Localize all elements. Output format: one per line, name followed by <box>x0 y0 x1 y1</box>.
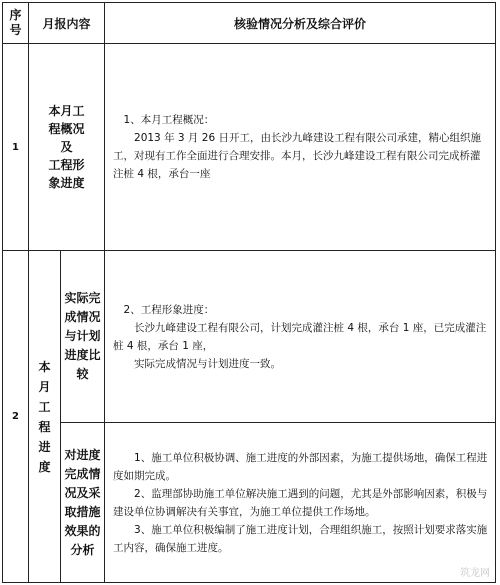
row2-sub-a-analysis <box>105 251 496 423</box>
row2-category-line: 程 <box>38 419 51 434</box>
row1-category-line: 程概况 <box>48 122 85 136</box>
table-header-row <box>3 3 496 44</box>
row2-category-line: 工 <box>38 399 51 414</box>
row2-sub-a-line: 进度比 <box>64 348 101 362</box>
row2-sub-a-paragraph2: 实际完成情况与计划进度一致。 <box>134 357 282 370</box>
row2-sub-b <box>61 423 105 583</box>
row2-sub-a-line: 与计划 <box>64 329 101 343</box>
row1-category-line: 工程形 <box>48 158 85 172</box>
row2-sub-b-line: 况及采 <box>64 485 101 500</box>
table-row <box>3 423 496 583</box>
row2-sub-a-line: 成情况 <box>64 310 101 324</box>
row2-sub-b-line: 完成情 <box>64 466 101 481</box>
row1-seq: 1 <box>3 44 29 251</box>
row2-sub-b-line: 效果的 <box>64 523 101 538</box>
header-seq-line2: 号 <box>9 23 22 37</box>
row2-sub-b-item: 1、施工单位积极协调、施工进度的外部因素，为施工提供场地，确保工程进度如期完成。 <box>113 451 488 482</box>
row1-heading: 1、本月工程概况： <box>123 114 215 126</box>
row2-seq: 2 <box>3 251 29 583</box>
row2-sub-a-line: 较 <box>76 367 89 381</box>
row1-category-line: 本月工 <box>48 104 85 118</box>
row2-category <box>29 251 61 583</box>
row2-sub-b-item: 3、施工单位积极编制了施工进度计划，合理组织施工，按照计划要求落实施工内容，确保施工进度。 <box>113 523 488 554</box>
table-row <box>3 251 496 423</box>
row1-category-line: 象进度 <box>48 176 85 190</box>
row2-sub-b-analysis <box>105 423 496 583</box>
header-seq <box>3 3 29 44</box>
row2-sub-b-item: 2、监理部协助施工单位解决施工遇到的问题，尤其是外部影响因素，积极与建设单位协调解决有关事宜，为施工单位提供工作场地。 <box>113 487 488 518</box>
row1-paragraph: 2013 年 3 月 26 日开工，由长沙九峰建设工程有限公司承建，精心组织施工，对现有工作全面进行合理安排。本月，长沙九峰建设工程有限公司完成桥灌注桩 4 根，承台一座 <box>113 132 481 180</box>
progress-report-table <box>2 2 496 583</box>
row2-category-line: 进 <box>38 439 51 454</box>
row2-category-line: 度 <box>38 459 51 474</box>
row2-sub-b-line: 对进度 <box>64 447 101 462</box>
header-seq-line1: 序 <box>9 8 22 22</box>
row2-sub-a <box>61 251 105 423</box>
row1-analysis <box>105 44 496 251</box>
row2-sub-b-line: 分析 <box>70 542 95 557</box>
row2-sub-a-paragraph: 长沙九峰建设工程有限公司，计划完成灌注桩 4 根，承台 1 座，已完成灌注桩 4 根，承台 1 座， <box>113 321 487 352</box>
header-analysis: 核验情况分析及综合评价 <box>105 3 496 44</box>
row1-category-line: 及 <box>60 140 73 154</box>
row2-sub-b-line: 取措施 <box>64 504 101 519</box>
row2-sub-a-line: 实际完 <box>64 291 101 305</box>
header-content: 月报内容 <box>29 3 105 44</box>
row1-category <box>29 44 105 251</box>
row2-sub-a-heading: 2、工程形象进度： <box>123 303 215 316</box>
watermark: 筑龙网 <box>460 568 490 579</box>
row2-category-line: 月 <box>38 379 51 394</box>
table-row <box>3 44 496 251</box>
row2-category-line: 本 <box>38 359 51 374</box>
